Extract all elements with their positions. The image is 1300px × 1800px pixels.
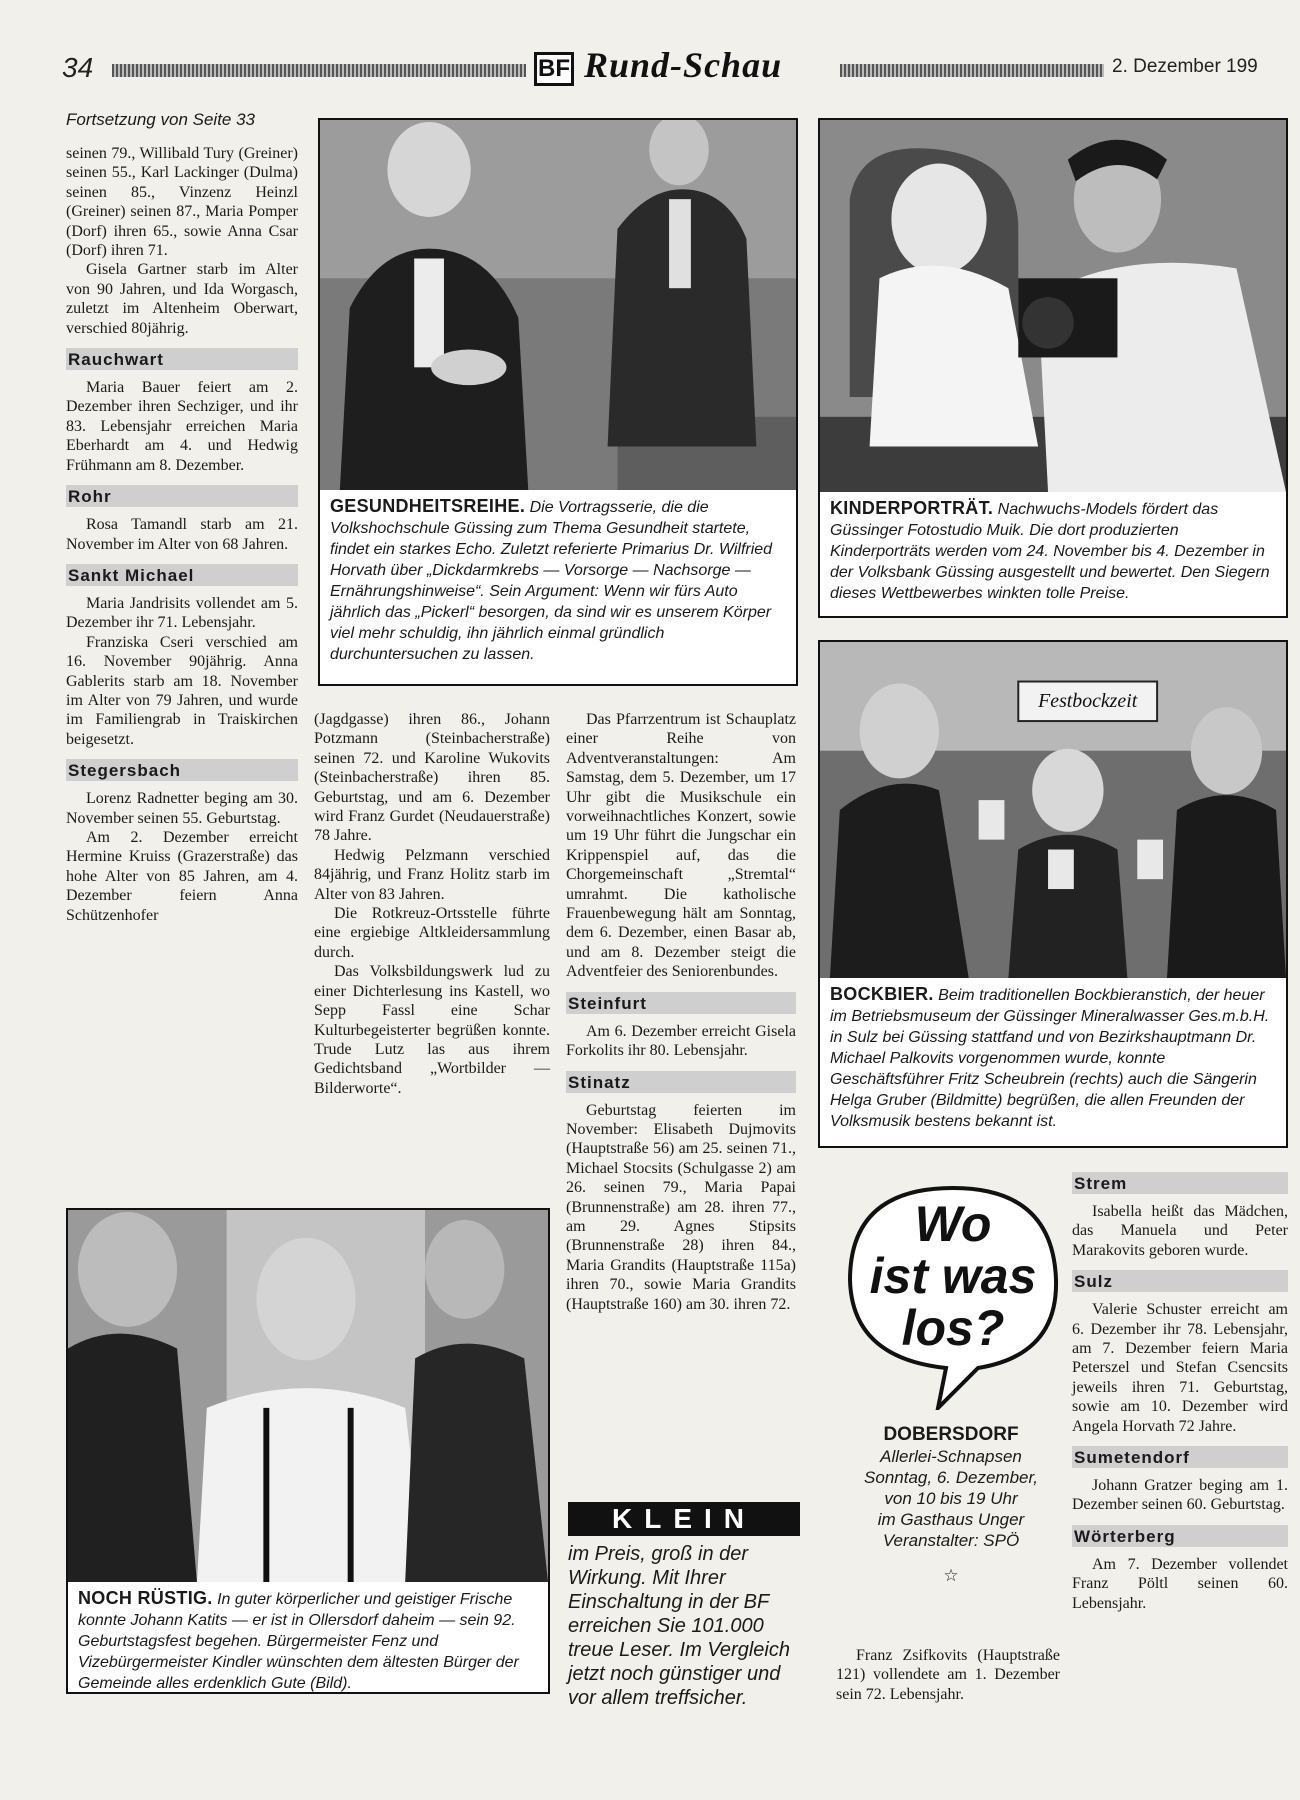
section-heading-strem: Strem [1072, 1172, 1288, 1194]
section-heading-stegersbach: Stegersbach [66, 759, 298, 781]
caption-text: Nachwuchs-Models fördert das Güssinger Fotostudio Muik. Die dort produzierten Kinderporträts werden vom 24. November bis 4. Dezember in der Volksbank Güssing ausgestellt und bewertet. Den Siegern dieses Wettbewerbes winkten tolle Preise. [830, 501, 1270, 602]
event-line: Sonntag, 6. Dezember, [864, 1468, 1038, 1487]
article-text: Rosa Tamandl starb am 21. November im Alter von 68 Jahren. [66, 516, 298, 553]
article-text: Maria Jandrisits vollendet am 5. Dezember ihr 71. Lebensjahr. [66, 594, 298, 632]
photo-noch-ruestig [66, 1208, 550, 1584]
article-text: Isabella heißt das Mädchen, das Manuela und Peter Marakovits geboren wurde. [1072, 1203, 1288, 1259]
event-place: DOBERSDORF [883, 1424, 1019, 1445]
caption-kinderportraet [818, 492, 1288, 618]
article-text: (Jagdgasse) ihren 86., Johann Potzmann (Steinbacherstraße) seinen 72. und Karoline Wukovits (Steinbacherstraße) ihren 85. Geburtstag, und am 6. Dezember wird Franz Gurdet (Neudauerstraße) 78 Jahre. [314, 711, 550, 845]
section-title: Rund-Schau [584, 45, 783, 85]
ad-klein [568, 1502, 800, 1710]
article-text: Valerie Schuster erreicht am 6. Dezember ihr 78. Lebensjahr, am 7. Dezember feiern Maria Peterszel und Stefan Csencsits jeweils ihren 71. Geburtstag, sowie am 10. Dezember wird Angela Horvath 72 Jahre. [1072, 1301, 1288, 1435]
article-text: Das Pfarrzentrum ist Schauplatz einer Reihe von Adventveranstaltungen: Am Samstag, dem 5. Dezember, um 17 Uhr gibt die Musikschule ein vorweihnachtliches Konzert, sowie um 19 Uhr führt die Jungschar ein Krippenspiel auf, das die Chorgemeinschaft „Stremtal“ umrahmt. Die katholische Frauenbewegung hält am Sonntag, dem 6. Dezember, einen Basar ab, und am 8. Dezember steigt die Adventfeier des Seniorenbundes. [566, 711, 796, 981]
article-text: Das Volksbildungswerk lud zu einer Dichterlesung ins Kastell, wo Sepp Fassl eine Schar Kulturbegeisterter begrüßen konnte. Trude Lutz las aus ihrem Gedichtsband „Wortbilder — Bilderworte“. [314, 963, 550, 1097]
article-text: Geburtstag feierten im November: Elisabeth Dujmovits (Hauptstraße 56) am 25. seinen 71., Michael Stocsits (Schulgasse 2) am 26. seinen 79., Maria Papai (Brunnenstraße) am 28. ihren 77., am 29. Agnes Stipsits (Brunnenstraße 28) ihren 84., Maria Grandits (Hauptstraße 115a) ihren 70., sowie Maria Grandits (Hauptstraße 160) am 30. ihren 72. [566, 1101, 796, 1313]
page-number: 34 [62, 52, 94, 83]
event-line: Allerlei-Schnapsen [880, 1447, 1022, 1466]
photo-gesundheitsreihe [318, 118, 798, 492]
article-text: Johann Gratzer beging am 1. Dezember seinen 60. Geburtstag. [1072, 1477, 1288, 1514]
column-3 [566, 710, 796, 1314]
event-notice [836, 1646, 1060, 1704]
bubble-line: ist was [869, 1248, 1037, 1304]
photo-kinderportraet [818, 118, 1288, 494]
star-icon: ☆ [943, 1566, 959, 1585]
caption-heading: KINDERPORTRÄT. [830, 498, 994, 518]
article-text: Am 2. Dezember erreicht Hermine Kruiss (Grazerstraße) das hohe Alter von 85 Jahren, am 4. Dezember feiern Anna Schützenhofer [66, 828, 298, 924]
article-text: Am 6. Dezember erreicht Gisela Forkolits ihr 80. Lebensjahr. [566, 1022, 796, 1060]
caption-bockbier [818, 978, 1288, 1148]
article-text: Die Rotkreuz-Ortsstelle führte eine ergiebige Altkleidersammlung durch. [314, 905, 550, 961]
caption-heading: GESUNDHEITSREIHE. [330, 496, 526, 516]
speech-bubble [838, 1180, 1068, 1410]
section-heading-woerterberg: Wörterberg [1072, 1525, 1288, 1547]
caption-text: Die Vortragsserie, die die Volkshochschule Güssing zum Thema Gesundheit startete, findet ein starkes Echo. Zuletzt referierte Primarius Dr. Wilfried Horvath über „Dickdarmkrebs — Vorsorge — Nachsorge — Ernährungshinweise“. Sein Argument: Wenn wir fürs Auto jährlich das „Pickerl“ besorgen, da sind wir es unserem Körper viel mehr schuldig, ihn jährlich einmal gründlich durchuntersuchen zu lassen. [330, 499, 773, 663]
article-text: seinen 79., Willibald Tury (Greiner) seinen 55., Karl Lackinger (Dulma) seinen 85., Vinzenz Heinzl (Greiner) seinen 87., Maria Pomper (Dorf) ihren 65., sowie Anna Csar (Dorf) ihren 71. [66, 145, 298, 260]
event-listing [826, 1424, 1076, 1586]
section-heading-rohr: Rohr [66, 485, 298, 507]
column-1 [66, 110, 298, 925]
section-heading-stinatz: Stinatz [566, 1071, 796, 1093]
issue-date: 2. Dezember 199 [1112, 56, 1258, 77]
event-line: von 10 bis 19 Uhr [884, 1489, 1018, 1508]
article-text: Hedwig Pelzmann verschied 84jährig, und Franz Holitz starb im Alter von 83 Jahren. [314, 846, 550, 903]
continuation-note: Fortsetzung von Seite 33 [66, 110, 256, 129]
photo-bockbier [818, 640, 1288, 980]
section-heading-sumetendorf: Sumetendorf [1072, 1446, 1288, 1468]
caption-heading: BOCKBIER. [830, 984, 934, 1004]
caption-noch-ruestig [66, 1582, 550, 1694]
ad-headline: KLEIN [568, 1502, 800, 1536]
event-line: im Gasthaus Unger [877, 1510, 1025, 1529]
article-text: Gisela Gartner starb im Alter von 90 Jahren, und Ida Worgasch, zuletzt im Altenheim Oberwart, verschied 80jährig. [66, 261, 298, 337]
article-text: Franz Zsifkovits (Hauptstraße 121) vollendete am 1. Dezember sein 72. Lebensjahr. [836, 1647, 1060, 1703]
caption-gesundheitsreihe [318, 490, 798, 686]
sign-text: Festbockzeit [1038, 690, 1138, 713]
column-5 [1072, 1168, 1288, 1613]
ad-text: im Preis, groß in der Wirkung. Mit Ihrer Einschaltung in der BF erreichen Sie 101.000 treue Leser. Im Vergleich jetzt noch günstiger und vor allem treffsicher. [568, 1543, 790, 1709]
caption-text: Beim traditionellen Bockbieranstich, der heuer im Betriebsmuseum der Güssinger Mineralwasser Ges.m.b.H. in Sulz bei Güssing stattfand und von Bezirkshauptmann Dr. Michael Palkovits vorgenommen wurde, konnte Geschäftsführer Fritz Scheubrein (rechts) auch die Sängerin Helga Gruber (Bildmitte) begrüßen, die allen Freunden der Volksmusik bestens bekannt ist. [830, 987, 1270, 1130]
column-2 [314, 710, 550, 1098]
article-text: Lorenz Radnetter beging am 30. November seinen 55. Geburtstag. [66, 790, 298, 827]
section-heading-steinfurt: Steinfurt [566, 992, 796, 1014]
article-text: Am 7. Dezember vollendet Franz Pöltl seinen 60. Lebensjahr. [1072, 1555, 1288, 1612]
section-heading-rauchwart: Rauchwart [66, 348, 298, 370]
bf-logo: BF [534, 52, 574, 86]
article-text: Franziska Cseri verschied am 16. November 90jährig. Anna Gablerits starb am 18. November im Alter von 79 Jahren, und wurde im Familiengrab in Traiskirchen beigesetzt. [66, 633, 298, 748]
header-rule-right [840, 64, 1104, 77]
article-text: Maria Bauer feiert am 2. Dezember ihren Sechziger, und ihr 83. Lebensjahr erreichen Maria Eberhardt am 4. und Hedwig Frühmann am 8. Dezember. [66, 379, 298, 474]
bubble-line: los? [901, 1300, 1005, 1356]
event-line: Veranstalter: SPÖ [882, 1531, 1020, 1550]
section-heading-sulz: Sulz [1072, 1270, 1288, 1292]
caption-heading: NOCH RÜSTIG. [78, 1588, 213, 1608]
caption-text: In guter körperlicher und geistiger Frische konnte Johann Katits — er ist in Ollersdorf daheim — sein 92. Geburtstagsfest begehen. Bürgermeister Fenz und Vizebürgermeister Kindler wünschten dem ältesten Bürger der Gemeinde alles erdenklich Gute (Bild). [78, 1591, 519, 1692]
header-rule-left [112, 64, 526, 77]
section-heading-sankt-michael: Sankt Michael [66, 564, 298, 586]
bubble-line: Wo [914, 1196, 992, 1252]
